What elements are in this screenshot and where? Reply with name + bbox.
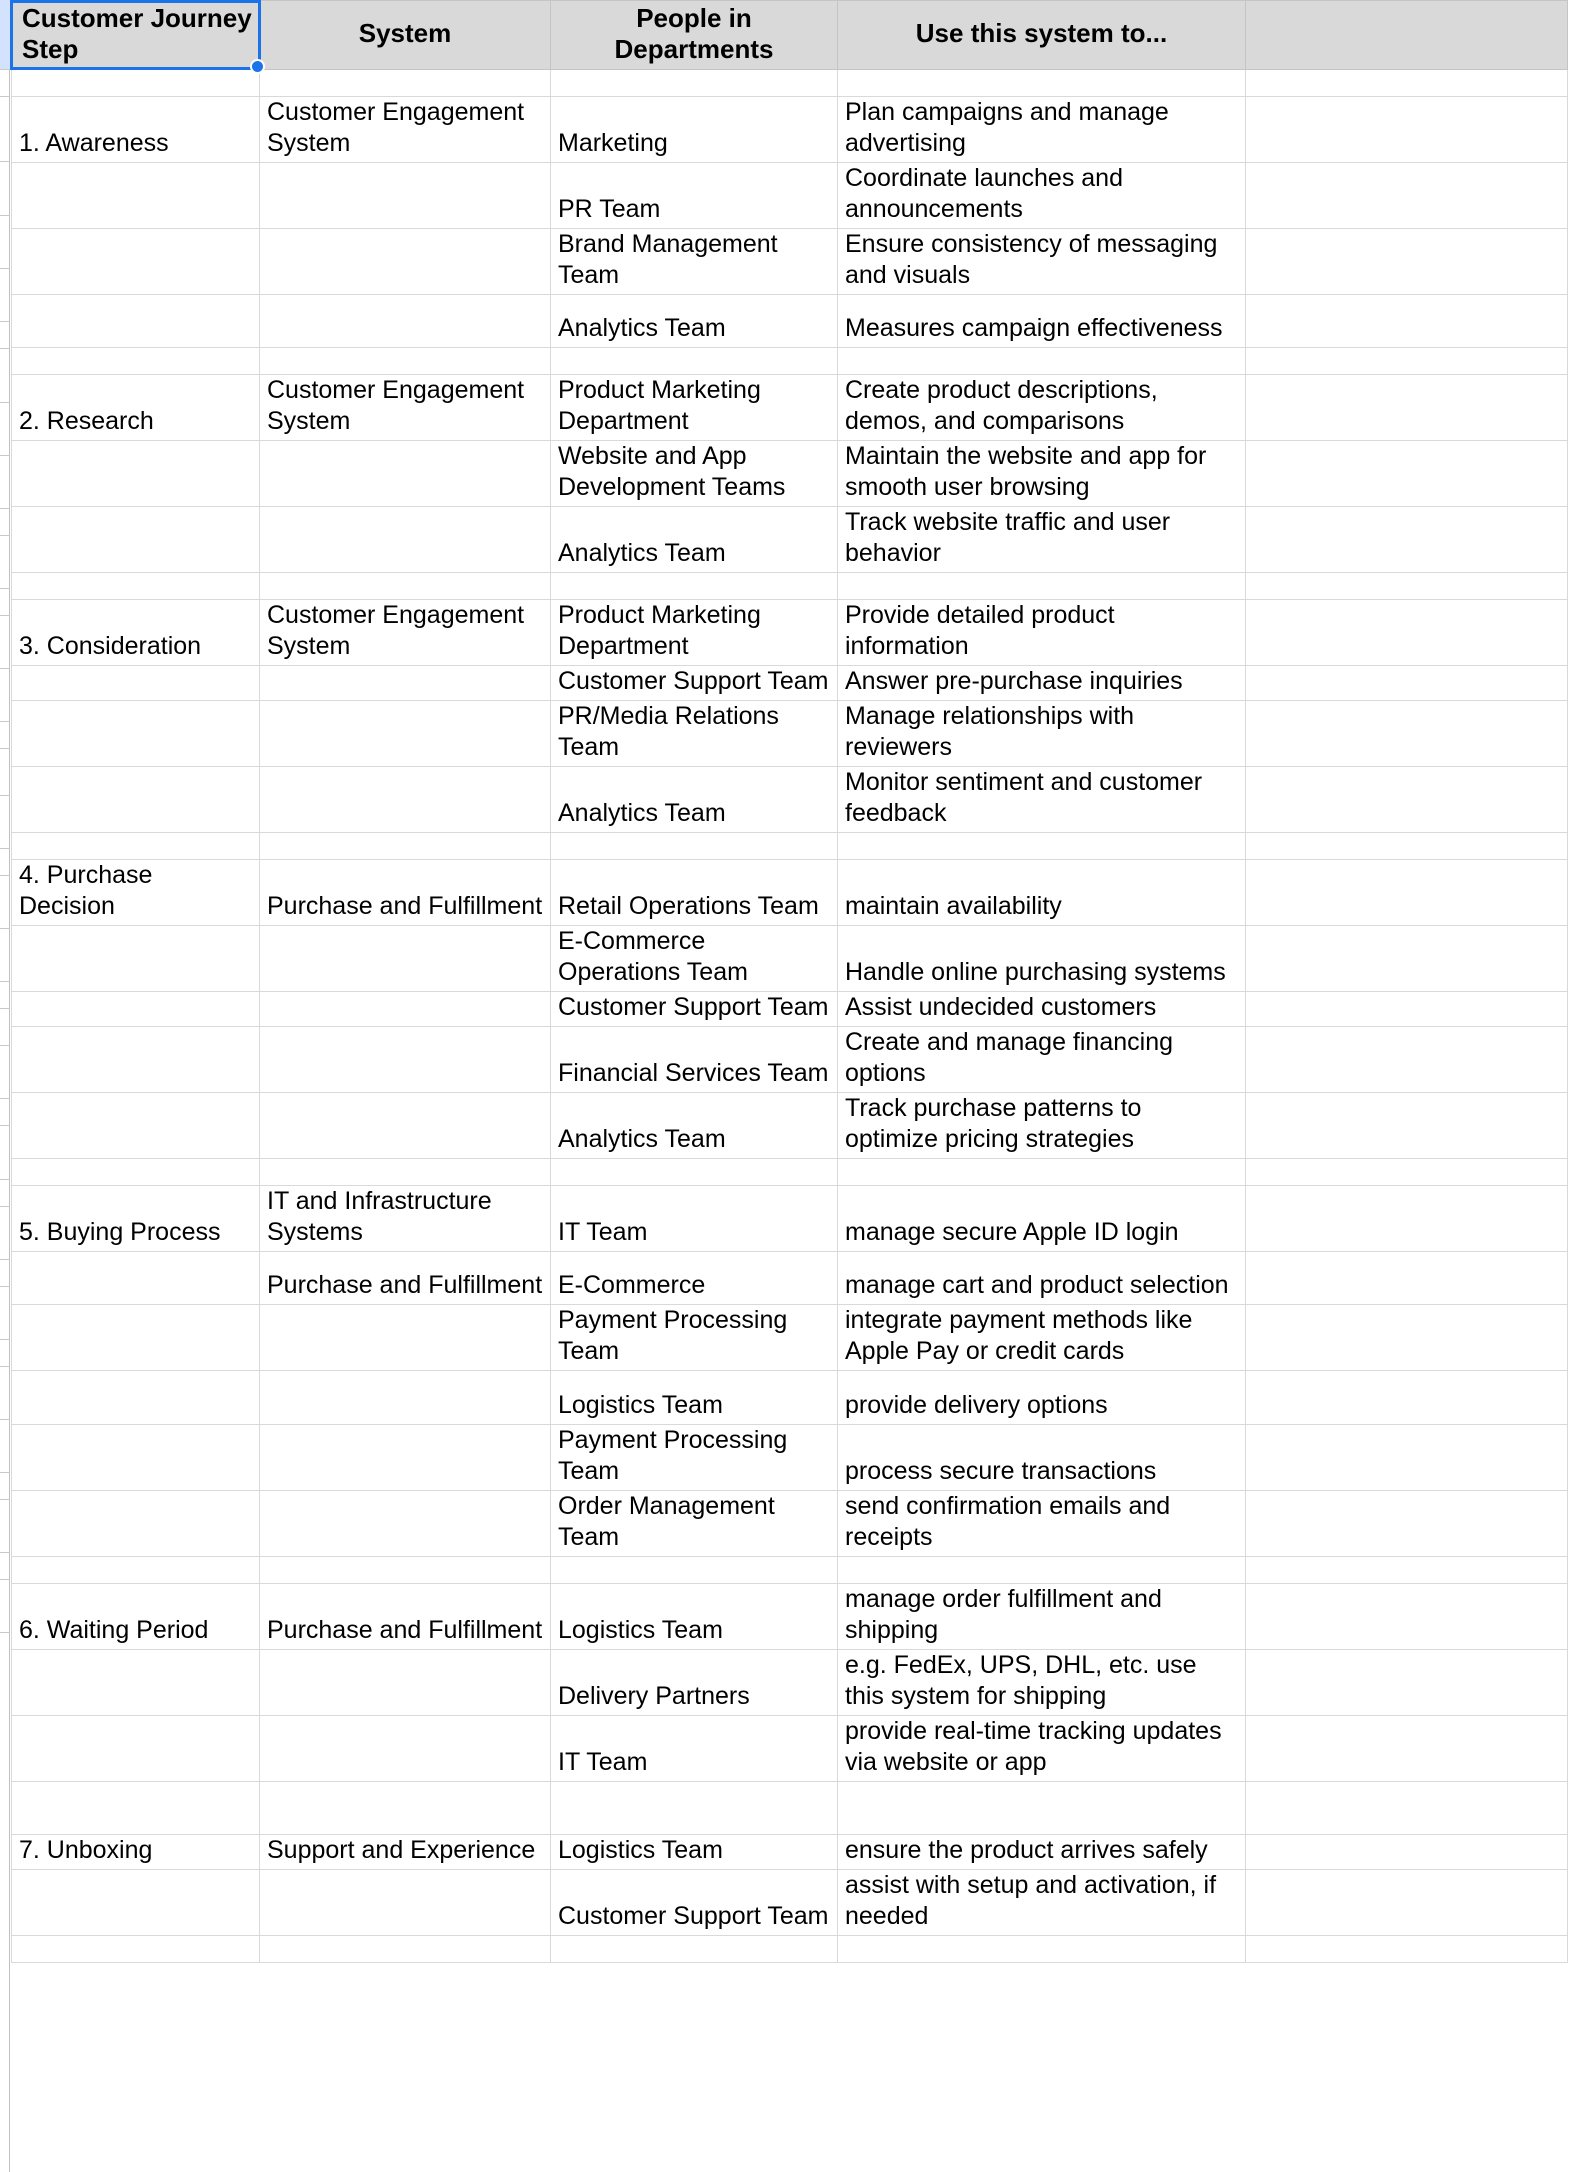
cell-overflow: [1246, 441, 1568, 507]
cell-use[interactable]: [838, 70, 1246, 97]
cell-system[interactable]: [260, 573, 551, 600]
cell-step[interactable]: [12, 1252, 260, 1305]
cell-system[interactable]: [260, 1557, 551, 1584]
cell-system[interactable]: [260, 1159, 551, 1186]
cell-system[interactable]: [260, 70, 551, 97]
cell-people[interactable]: IT Team: [551, 1186, 838, 1252]
cell-step[interactable]: 2. Research: [12, 375, 260, 441]
cell-system[interactable]: [260, 441, 551, 507]
table-row[interactable]: [12, 295, 1568, 348]
table-row[interactable]: [12, 1491, 1568, 1557]
row-header-divider: [0, 981, 10, 982]
row-header-divider: [0, 795, 10, 796]
cell-people[interactable]: Customer Support Team: [551, 1870, 838, 1936]
cell-overflow: [1246, 1159, 1568, 1186]
cell-people[interactable]: Delivery Partners: [551, 1650, 838, 1716]
header-row: [12, 1, 1568, 70]
cell-step[interactable]: [12, 1491, 260, 1557]
cell-step[interactable]: [12, 1936, 260, 1963]
row-header-divider: [0, 1339, 10, 1340]
cell-use[interactable]: Handle online purchasing systems: [838, 926, 1246, 992]
cell-system[interactable]: [260, 926, 551, 992]
cell-use[interactable]: Maintain the website and app for smooth user browsing: [838, 441, 1246, 507]
cell-people[interactable]: PR Team: [551, 163, 838, 229]
row-header-divider: [0, 96, 10, 97]
cell-system[interactable]: [260, 229, 551, 295]
table-row[interactable]: [12, 926, 1568, 992]
cell-step[interactable]: [12, 926, 260, 992]
cell-overflow: [1246, 1835, 1568, 1870]
row-header-divider: [0, 1419, 10, 1420]
cell-step[interactable]: [12, 348, 260, 375]
row-header-divider: [0, 1125, 10, 1126]
cell-system[interactable]: [260, 1716, 551, 1782]
cell-people[interactable]: Logistics Team: [551, 1584, 838, 1650]
row-header-divider: [0, 1045, 10, 1046]
table-row[interactable]: [12, 1870, 1568, 1936]
row-header-divider: [0, 402, 10, 403]
cell-system[interactable]: [260, 767, 551, 833]
cell-use[interactable]: [838, 1782, 1246, 1835]
cell-system[interactable]: [260, 833, 551, 860]
table-row[interactable]: [12, 1835, 1568, 1870]
cell-step[interactable]: [12, 507, 260, 573]
cell-use[interactable]: [838, 573, 1246, 600]
cell-use[interactable]: Create and manage financing options: [838, 1027, 1246, 1093]
cell-system[interactable]: [260, 1936, 551, 1963]
cell-people[interactable]: Website and App Development Teams: [551, 441, 838, 507]
cell-system[interactable]: [260, 507, 551, 573]
cell-use[interactable]: Coordinate launches and announcements: [838, 163, 1246, 229]
cell-overflow: [1246, 1936, 1568, 1963]
cell-step[interactable]: [12, 295, 260, 348]
cell-system[interactable]: [260, 1782, 551, 1835]
table-row[interactable]: [12, 1305, 1568, 1371]
cell-overflow: [1246, 1557, 1568, 1584]
cell-overflow: [1246, 926, 1568, 992]
table-row[interactable]: [12, 860, 1568, 926]
row-header-divider: [0, 268, 10, 269]
cell-use[interactable]: Monitor sentiment and customer feedback: [838, 767, 1246, 833]
cell-people[interactable]: Logistics Team: [551, 1371, 838, 1425]
cell-use[interactable]: integrate payment methods like Apple Pay or credit cards: [838, 1305, 1246, 1371]
cell-people[interactable]: Financial Services Team: [551, 1027, 838, 1093]
row-header-divider: [0, 215, 10, 216]
cell-people[interactable]: Retail Operations Team: [551, 860, 838, 926]
cell-system[interactable]: Customer Engagement System: [260, 600, 551, 666]
cell-use[interactable]: e.g. FedEx, UPS, DHL, etc. use this system for shipping: [838, 1650, 1246, 1716]
table-row[interactable]: [12, 1252, 1568, 1305]
cell-people[interactable]: Analytics Team: [551, 767, 838, 833]
row-header-divider: [0, 535, 10, 536]
cell-overflow: [1246, 1425, 1568, 1491]
table-row[interactable]: [12, 1650, 1568, 1716]
cell-overflow: [1246, 1870, 1568, 1936]
spacer-row[interactable]: [12, 573, 1568, 600]
cell-system[interactable]: [260, 1425, 551, 1491]
row-header-divider: [0, 588, 10, 589]
cell-use[interactable]: Assist undecided customers: [838, 992, 1246, 1027]
cell-overflow: [1246, 573, 1568, 600]
cell-people[interactable]: Customer Support Team: [551, 666, 838, 701]
row-header-divider: [0, 1098, 10, 1099]
table-row[interactable]: [12, 1716, 1568, 1782]
cell-overflow: [1246, 1027, 1568, 1093]
cell-people[interactable]: E-Commerce: [551, 1252, 838, 1305]
cell-use[interactable]: Plan campaigns and manage advertising: [838, 97, 1246, 163]
cell-people[interactable]: [551, 1936, 838, 1963]
cell-system[interactable]: Customer Engagement System: [260, 97, 551, 163]
cell-system[interactable]: [260, 163, 551, 229]
cell-people[interactable]: [551, 70, 838, 97]
cell-system[interactable]: [260, 1371, 551, 1425]
table-row[interactable]: [12, 666, 1568, 701]
cell-overflow: [1246, 1305, 1568, 1371]
table-row[interactable]: [12, 600, 1568, 666]
row-header-divider: [0, 1579, 10, 1580]
cell-use[interactable]: Track purchase patterns to optimize pricing strategies: [838, 1093, 1246, 1159]
cell-use[interactable]: ensure the product arrives safely: [838, 1835, 1246, 1870]
table-row[interactable]: [12, 229, 1568, 295]
cell-step[interactable]: [12, 1371, 260, 1425]
cell-overflow: [1246, 1093, 1568, 1159]
row-header-selected-highlight: [0, 0, 10, 69]
cell-step[interactable]: [12, 1093, 260, 1159]
grid-header: [12, 1, 1568, 70]
cell-step[interactable]: [12, 1159, 260, 1186]
cell-use[interactable]: send confirmation emails and receipts: [838, 1491, 1246, 1557]
row-header-divider: [0, 455, 10, 456]
row-header-divider: [0, 1206, 10, 1207]
table-row[interactable]: [12, 767, 1568, 833]
cell-step[interactable]: [12, 163, 260, 229]
fill-handle[interactable]: [250, 59, 265, 74]
cell-step[interactable]: 7. Unboxing: [12, 1835, 260, 1870]
cell-system[interactable]: [260, 666, 551, 701]
cell-use[interactable]: process secure transactions: [838, 1425, 1246, 1491]
cell-step[interactable]: 1. Awareness: [12, 97, 260, 163]
cell-step[interactable]: 4. Purchase Decision: [12, 860, 260, 926]
row-header-divider: [0, 748, 10, 749]
cell-overflow: [1246, 833, 1568, 860]
cell-people[interactable]: Analytics Team: [551, 1093, 838, 1159]
row-header-divider: [0, 321, 10, 322]
cell-overflow: [1246, 507, 1568, 573]
cell-use[interactable]: [838, 348, 1246, 375]
cell-people[interactable]: [551, 833, 838, 860]
cell-people[interactable]: Order Management Team: [551, 1491, 838, 1557]
spacer-row[interactable]: [12, 1159, 1568, 1186]
cell-system[interactable]: Purchase and Fulfillment: [260, 1252, 551, 1305]
cell-step[interactable]: [12, 1027, 260, 1093]
cell-overflow: [1246, 1650, 1568, 1716]
row-header-gutter: [0, 0, 10, 2172]
cell-overflow: [1246, 70, 1568, 97]
cell-people[interactable]: Brand Management Team: [551, 229, 838, 295]
cell-people[interactable]: Marketing: [551, 97, 838, 163]
row-header-divider: [0, 1008, 10, 1009]
cell-overflow: [1246, 1584, 1568, 1650]
row-header-divider: [0, 1499, 10, 1500]
cell-system[interactable]: [260, 295, 551, 348]
cell-step[interactable]: [12, 573, 260, 600]
table-row[interactable]: [12, 992, 1568, 1027]
table-row[interactable]: [12, 375, 1568, 441]
cell-overflow: [1246, 860, 1568, 926]
spacer-row[interactable]: [12, 1936, 1568, 1963]
cell-system[interactable]: Purchase and Fulfillment: [260, 860, 551, 926]
grid-body[interactable]: [12, 70, 1568, 1963]
cell-overflow: [1246, 97, 1568, 163]
column-header-overflow: [1246, 1, 1568, 70]
row-header-divider: [0, 69, 10, 70]
cell-step[interactable]: [12, 666, 260, 701]
cell-use[interactable]: provide delivery options: [838, 1371, 1246, 1425]
cell-use[interactable]: provide real-time tracking updates via website or app: [838, 1716, 1246, 1782]
cell-step[interactable]: [12, 229, 260, 295]
row-header-divider: [0, 161, 10, 162]
table-row[interactable]: [12, 507, 1568, 573]
table-row[interactable]: [12, 701, 1568, 767]
cell-step[interactable]: [12, 1716, 260, 1782]
row-header-divider: [0, 1259, 10, 1260]
cell-overflow: [1246, 992, 1568, 1027]
cell-people[interactable]: [551, 1782, 838, 1835]
cell-use[interactable]: [838, 1159, 1246, 1186]
column-header-step[interactable]: Customer Journey Step: [12, 1, 260, 70]
cell-overflow: [1246, 1371, 1568, 1425]
cell-use[interactable]: [838, 1936, 1246, 1963]
cell-step[interactable]: [12, 701, 260, 767]
cell-people[interactable]: [551, 1557, 838, 1584]
row-header-divider: [0, 348, 10, 349]
spacer-row[interactable]: [12, 1782, 1568, 1835]
cell-system[interactable]: [260, 701, 551, 767]
row-header-divider: [0, 848, 10, 849]
cell-overflow: [1246, 701, 1568, 767]
row-header-divider: [0, 1552, 10, 1553]
cell-people[interactable]: E-Commerce Operations Team: [551, 926, 838, 992]
cell-step[interactable]: [12, 441, 260, 507]
cell-overflow: [1246, 375, 1568, 441]
cell-people[interactable]: [551, 573, 838, 600]
table-row[interactable]: [12, 1027, 1568, 1093]
cell-system[interactable]: [260, 1093, 551, 1159]
cell-system[interactable]: IT and Infrastructure Systems: [260, 1186, 551, 1252]
cell-use[interactable]: manage cart and product selection: [838, 1252, 1246, 1305]
cell-step[interactable]: [12, 1782, 260, 1835]
cell-step[interactable]: [12, 767, 260, 833]
cell-people[interactable]: Product Marketing Department: [551, 600, 838, 666]
table-row[interactable]: [12, 1371, 1568, 1425]
cell-step[interactable]: 6. Waiting Period: [12, 1584, 260, 1650]
cell-system[interactable]: [260, 992, 551, 1027]
cell-system[interactable]: [260, 1491, 551, 1557]
cell-overflow: [1246, 1186, 1568, 1252]
row-header-divider: [0, 721, 10, 722]
cell-people[interactable]: [551, 1159, 838, 1186]
cell-people[interactable]: Customer Support Team: [551, 992, 838, 1027]
row-header-divider: [0, 1632, 10, 1633]
cell-people[interactable]: Payment Processing Team: [551, 1425, 838, 1491]
cell-use[interactable]: manage secure Apple ID login: [838, 1186, 1246, 1252]
cell-use[interactable]: [838, 833, 1246, 860]
cell-use[interactable]: Track website traffic and user behavior: [838, 507, 1246, 573]
cell-overflow: [1246, 163, 1568, 229]
cell-use[interactable]: Ensure consistency of messaging and visuals: [838, 229, 1246, 295]
cell-people[interactable]: Analytics Team: [551, 295, 838, 348]
cell-system[interactable]: [260, 1870, 551, 1936]
row-header-divider: [0, 1366, 10, 1367]
spacer-row[interactable]: [12, 1557, 1568, 1584]
cell-use[interactable]: Answer pre-purchase inquiries: [838, 666, 1246, 701]
cell-overflow: [1246, 666, 1568, 701]
cell-use[interactable]: Manage relationships with reviewers: [838, 701, 1246, 767]
column-header-people[interactable]: People in Departments: [551, 1, 838, 70]
cell-people[interactable]: PR/Media Relations Team: [551, 701, 838, 767]
cell-step[interactable]: [12, 70, 260, 97]
cell-overflow: [1246, 1252, 1568, 1305]
table-row[interactable]: [12, 441, 1568, 507]
cell-use[interactable]: assist with setup and activation, if needed: [838, 1870, 1246, 1936]
cell-step[interactable]: 5. Buying Process: [12, 1186, 260, 1252]
cell-use[interactable]: Measures campaign effectiveness: [838, 295, 1246, 348]
cell-step[interactable]: [12, 1650, 260, 1716]
table-row[interactable]: [12, 1584, 1568, 1650]
cell-overflow: [1246, 600, 1568, 666]
row-header-divider: [0, 928, 10, 929]
table-row[interactable]: [12, 1093, 1568, 1159]
cell-step[interactable]: 3. Consideration: [12, 600, 260, 666]
cell-people[interactable]: Logistics Team: [551, 1835, 838, 1870]
row-header-divider: [0, 1286, 10, 1287]
data-grid[interactable]: [11, 0, 1568, 1963]
column-header-use[interactable]: Use this system to...: [838, 1, 1246, 70]
cell-system[interactable]: [260, 1305, 551, 1371]
cell-system[interactable]: Purchase and Fulfillment: [260, 1584, 551, 1650]
cell-step[interactable]: [12, 1870, 260, 1936]
cell-overflow: [1246, 229, 1568, 295]
cell-overflow: [1246, 1782, 1568, 1835]
cell-system[interactable]: [260, 1027, 551, 1093]
cell-use[interactable]: Provide detailed product information: [838, 600, 1246, 666]
cell-system[interactable]: [260, 1650, 551, 1716]
cell-use[interactable]: maintain availability: [838, 860, 1246, 926]
spacer-row[interactable]: [12, 833, 1568, 860]
row-header-divider: [0, 1179, 10, 1180]
cell-step[interactable]: [12, 1557, 260, 1584]
row-header-divider: [0, 875, 10, 876]
spacer-row[interactable]: [12, 70, 1568, 97]
cell-step[interactable]: [12, 833, 260, 860]
cell-overflow: [1246, 295, 1568, 348]
cell-people[interactable]: Product Marketing Department: [551, 375, 838, 441]
table-row[interactable]: [12, 1425, 1568, 1491]
table-row[interactable]: [12, 163, 1568, 229]
column-header-system[interactable]: System: [260, 1, 551, 70]
row-header-divider: [0, 1472, 10, 1473]
cell-system[interactable]: Customer Engagement System: [260, 375, 551, 441]
cell-people[interactable]: IT Team: [551, 1716, 838, 1782]
table-row[interactable]: [12, 97, 1568, 163]
row-header-divider: [0, 668, 10, 669]
cell-step[interactable]: [12, 1425, 260, 1491]
cell-people[interactable]: Analytics Team: [551, 507, 838, 573]
cell-step[interactable]: [12, 992, 260, 1027]
cell-use[interactable]: manage order fulfillment and shipping: [838, 1584, 1246, 1650]
cell-overflow: [1246, 767, 1568, 833]
row-header-divider: [0, 508, 10, 509]
cell-use[interactable]: Create product descriptions, demos, and comparisons: [838, 375, 1246, 441]
cell-step[interactable]: [12, 1305, 260, 1371]
cell-use[interactable]: [838, 1557, 1246, 1584]
cell-overflow: [1246, 348, 1568, 375]
table-row[interactable]: [12, 1186, 1568, 1252]
cell-system[interactable]: Support and Experience: [260, 1835, 551, 1870]
cell-people[interactable]: [551, 348, 838, 375]
row-header-divider: [0, 615, 10, 616]
cell-people[interactable]: Payment Processing Team: [551, 1305, 838, 1371]
cell-system[interactable]: [260, 348, 551, 375]
cell-overflow: [1246, 1491, 1568, 1557]
spacer-row[interactable]: [12, 348, 1568, 375]
cell-overflow: [1246, 1716, 1568, 1782]
